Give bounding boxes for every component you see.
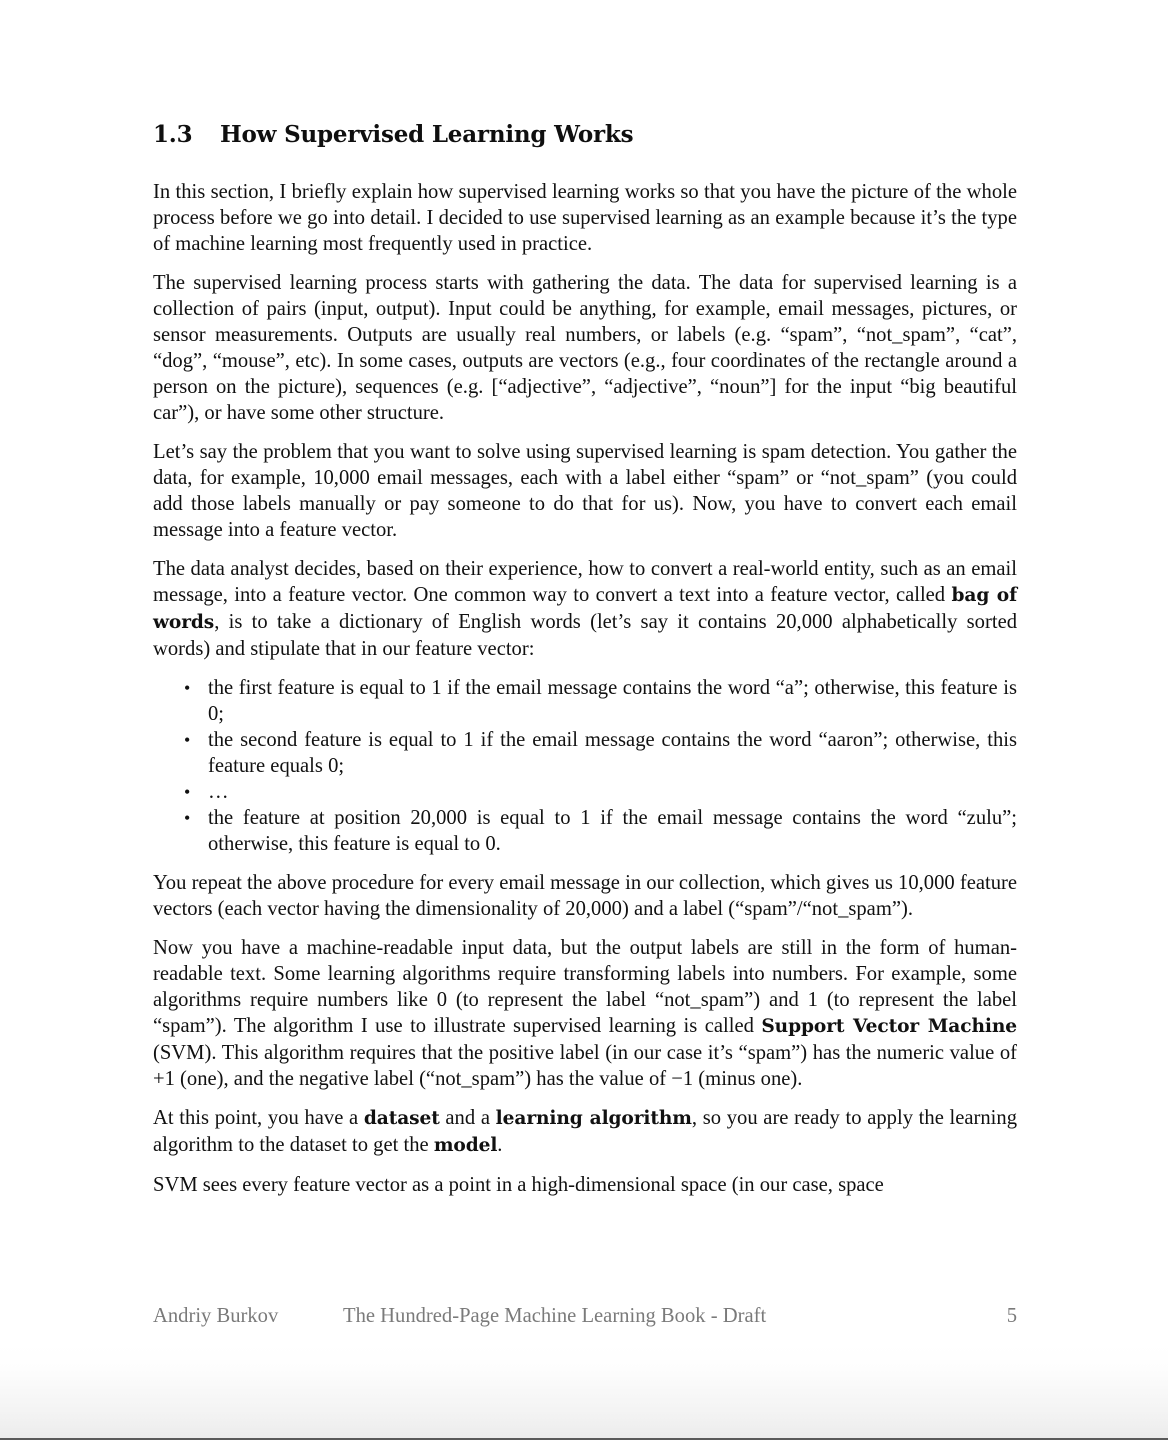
list-item <box>184 675 1017 727</box>
paragraph-svm-labels <box>153 935 1017 1092</box>
paragraph-intro: In this section, I briefly explain how supervised learning works so that you have the picture of the whole process before we go into detail. I decided to use supervised learning as an example because it’s the type of machine learning most frequently used in practice. <box>153 181 1017 255</box>
text-span: , so you are ready to apply the learning algorithm to the dataset to get the <box>153 1107 1018 1156</box>
list-item-text: the second feature is equal to 1 if the email message contains the word “aaron”; otherwise, this feature equals 0; <box>208 729 1017 777</box>
list-item-text: the first feature is equal to 1 if the email message contains the word “a”; otherwise, this feature is 0; <box>208 677 1017 725</box>
paragraph-svm-space: SVM sees every feature vector as a point in a high-dimensional space (in our case, space <box>153 1174 884 1196</box>
bullet-icon: • <box>184 730 191 750</box>
bullet-icon: • <box>184 678 191 698</box>
paragraph-dataset-algorithm <box>153 1105 1017 1159</box>
text-span: The data analyst decides, based on their experience, how to convert a real-world entity, such as an email message, into a feature vector. One common way to convert a text into a feature vector, called <box>153 558 1017 606</box>
list-item <box>184 805 1017 857</box>
list-item <box>184 779 1017 805</box>
list-item <box>184 727 1017 779</box>
term-bag-of-words: bag of words <box>153 585 1017 633</box>
text-span: At this point, you have a <box>153 1107 364 1129</box>
page-footer <box>153 1302 1017 1330</box>
footer-author: Andriy Burkov <box>153 1305 279 1327</box>
list-item-text: the feature at position 20,000 is equal to 1 if the email message contains the word “zulu”; otherwise, this feature is equal to 0. <box>208 807 1017 855</box>
paragraph-data-gathering: The supervised learning process starts with gathering the data. The data for supervised learning is a collection of pairs (input, output). Input could be anything, for example, email messages, pictures, or sensor measurements. Outputs are usually real numbers, or labels (e.g. “spam”, “not_spam”, “cat”, “dog”, “mouse”, etc). In some cases, outputs are vectors (e.g., four coordinates of the rectangle around a person on the picture), sequences (e.g. [“adjective”, “adjective”, “noun”] for the input “big beautiful car”), or have some other structure. <box>153 272 1017 424</box>
list-item-text: … <box>208 781 229 803</box>
term-learning-algorithm: learning algorithm <box>495 1108 692 1129</box>
term-dataset: dataset <box>363 1108 440 1129</box>
footer-book-title: The Hundred-Page Machine Learning Book - Draft <box>343 1305 767 1327</box>
text-span: , is to take a dictionary of English words (let’s say it contains 20,000 alphabetically sorted words) and stipulate that in our feature vector: <box>153 611 1017 660</box>
section-title: How Supervised Learning Works <box>220 121 634 148</box>
page-content <box>153 116 1017 1211</box>
paragraph-spam-detection: Let’s say the problem that you want to solve using supervised learning is spam detection. You gather the data, for example, 10,000 email messages, each with a label either “spam” or “not_spam” (you could add those labels manually or pay someone to do that for us). Now, you have to convert each email message into a feature vector. <box>153 441 1017 541</box>
term-svm: Support Vector Machine <box>761 1016 1017 1037</box>
feature-list <box>153 675 1017 857</box>
bullet-icon: • <box>184 782 191 802</box>
term-model: model <box>433 1135 498 1156</box>
text-span: Now you have a machine-readable input data, but the output labels are still in the form of human-readable text. Some learning algorithms require transforming labels into numbers. For example, some algorithms require numbers like 0 (to represent the label “not_spam”) and 1 (to represent the label “spam”). The algorithm I use to illustrate supervised learning is called <box>153 937 1017 1037</box>
bullet-icon: • <box>184 808 191 828</box>
page-number: 5 <box>1006 1305 1017 1327</box>
section-number: 1.3 <box>153 121 193 148</box>
paragraph-repeat-procedure: You repeat the above procedure for every email message in our collection, which gives us 10,000 feature vectors (each vector having the dimensionality of 20,000) and a label (“spam”/“not_spam”). <box>153 872 1017 920</box>
text-span: . <box>497 1134 503 1156</box>
text-span: and a <box>439 1107 496 1129</box>
text-span: (SVM). This algorithm requires that the positive label (in our case it’s “spam”) has the numeric value of +1 (one), and the negative label (“not_spam”) has the value of −1 (minus one). <box>153 1042 1017 1090</box>
section-heading <box>153 116 1017 154</box>
paragraph-bag-of-words <box>153 556 1017 662</box>
